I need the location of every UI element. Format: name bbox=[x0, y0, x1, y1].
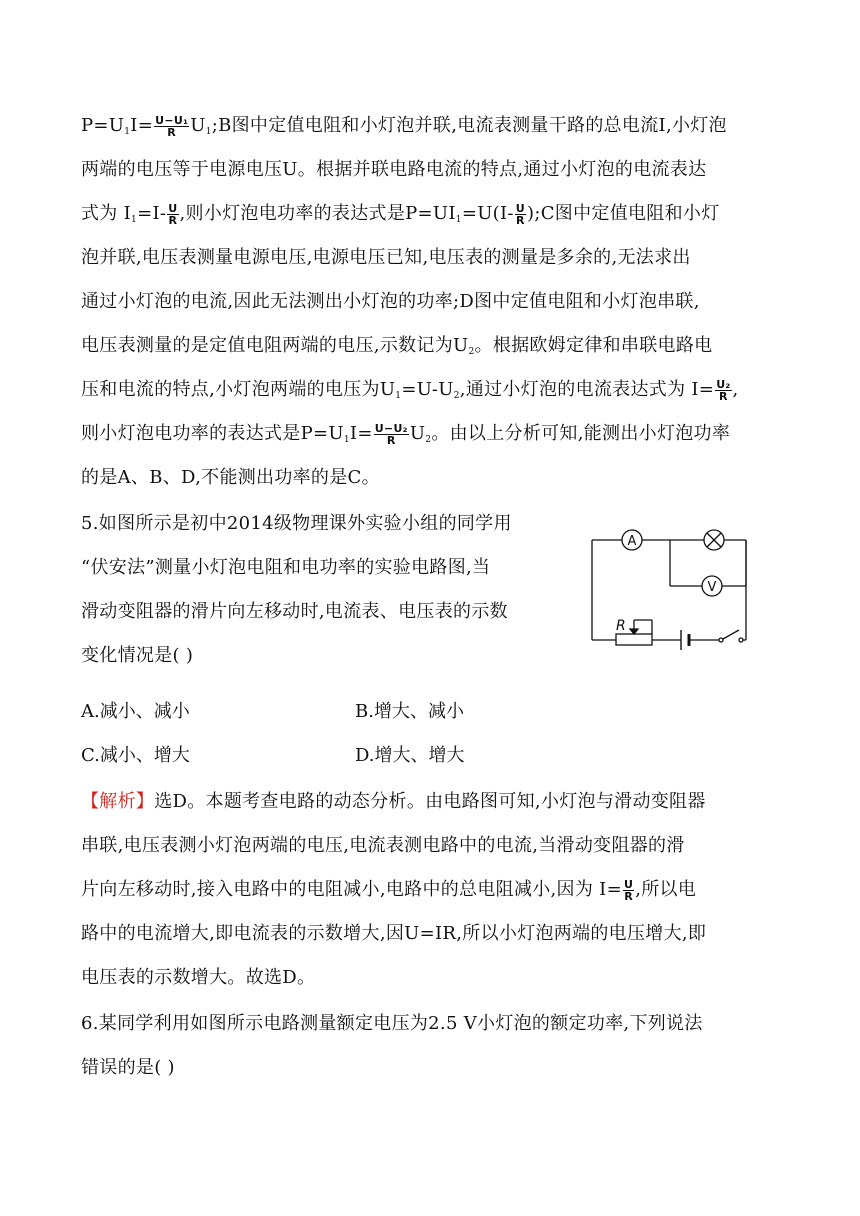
text-line: 泡并联,电压表测量电源电压,电源电压已知,电压表的测量是多余的,无法求出 bbox=[81, 247, 691, 268]
question-5-text: 5.如图所示是初中2014级物理课外实验小组的同学用 bbox=[81, 513, 512, 534]
resistor-label: R bbox=[616, 618, 626, 634]
denominator: R bbox=[386, 433, 396, 447]
text: U bbox=[190, 115, 206, 136]
text: 则小灯泡电功率的表达式是P=U bbox=[81, 423, 344, 444]
option-c[interactable]: C.减小、增大 bbox=[81, 745, 190, 766]
ammeter-label: A bbox=[627, 534, 637, 549]
question-6-text: 错误的是( ) bbox=[81, 1057, 175, 1078]
option-d[interactable]: D.增大、增大 bbox=[355, 745, 465, 766]
denominator: R bbox=[168, 213, 178, 227]
option-b[interactable]: B.增大、减小 bbox=[355, 701, 464, 722]
subscript: 2 bbox=[425, 435, 432, 445]
subscript: 1 bbox=[131, 215, 138, 225]
fraction bbox=[623, 879, 634, 902]
text-line: 通过小灯泡的电流,因此无法测出小灯泡的功率;D图中定值电阻和小灯泡串联, bbox=[81, 291, 700, 312]
text: I= bbox=[349, 423, 373, 444]
text: ,则小灯泡电功率的表达式是P=UI bbox=[179, 203, 456, 224]
subscript: 1 bbox=[205, 127, 212, 137]
text: );C图中定值电阻和小灯 bbox=[527, 203, 720, 224]
analysis-text bbox=[81, 790, 706, 814]
numerator: U bbox=[623, 877, 634, 891]
text: =U(I- bbox=[461, 203, 514, 224]
text-line bbox=[81, 422, 730, 452]
denominator: R bbox=[516, 213, 525, 227]
text: 。根据欧姆定律和串联电路电 bbox=[474, 335, 713, 356]
switch-icon bbox=[719, 630, 743, 642]
subscript: 2 bbox=[468, 347, 475, 357]
text-line bbox=[81, 334, 712, 364]
numerator: U₂ bbox=[716, 377, 731, 391]
text-line: 的是A、B、D,不能测出功率的是C。 bbox=[81, 467, 380, 488]
text: U bbox=[409, 423, 426, 444]
subscript: 1 bbox=[343, 435, 350, 445]
numerator: U bbox=[168, 201, 178, 215]
fraction bbox=[374, 423, 409, 446]
text: 片向左移动时,接入电路中的电阻减小,电路中的总电阻减小,因为 I= bbox=[81, 879, 622, 900]
analysis-tag: 【解析】 bbox=[81, 791, 155, 812]
fraction bbox=[515, 203, 526, 226]
text: =I- bbox=[137, 203, 167, 224]
analysis-text: 路中的电流增大,即电流表的示数增大,因U=IR,所以小灯泡两端的电压增大,即 bbox=[81, 923, 707, 944]
battery-icon bbox=[681, 630, 689, 650]
analysis-text: 电压表的示数增大。故选D。 bbox=[81, 967, 316, 988]
question-6-text: 6.某同学利用如图所示电路测量额定电压为2.5 V小灯泡的额定功率,下列说法 bbox=[81, 1013, 703, 1034]
subscript: 1 bbox=[455, 215, 462, 225]
text: 式为 I bbox=[81, 203, 132, 224]
text: , bbox=[732, 379, 739, 400]
analysis-text bbox=[81, 878, 696, 902]
denominator: R bbox=[167, 125, 177, 139]
voltmeter-label: V bbox=[707, 580, 717, 595]
fraction bbox=[167, 203, 178, 226]
text-line bbox=[81, 378, 739, 408]
analysis-text: 串联,电压表测小灯泡两端的电压,电流表测电路中的电流,当滑动变阻器的滑 bbox=[81, 835, 685, 856]
text: ,通过小灯泡的电流表达式为 I= bbox=[459, 379, 715, 400]
denominator: R bbox=[718, 389, 728, 403]
text: I= bbox=[130, 115, 154, 136]
text: 选D。本题考查电路的动态分析。由电路图可知,小灯泡与滑动变阻器 bbox=[154, 791, 706, 812]
text-line: 两端的电压等于电源电压U。根据并联电路电流的特点,通过小灯泡的电流表达 bbox=[81, 159, 707, 180]
question-5-text: 变化情况是( ) bbox=[81, 645, 194, 666]
text-line bbox=[81, 202, 720, 232]
numerator: U bbox=[515, 201, 526, 215]
subscript: 1 bbox=[395, 391, 402, 401]
text-line bbox=[81, 114, 727, 144]
fraction bbox=[715, 379, 731, 402]
subscript: 2 bbox=[453, 391, 460, 401]
fraction bbox=[154, 115, 189, 138]
question-5-text: 滑动变阻器的滑片向左移动时,电流表、电压表的示数 bbox=[81, 601, 508, 622]
denominator: R bbox=[624, 889, 633, 903]
subscript: 1 bbox=[124, 127, 131, 137]
text: P=U bbox=[81, 115, 125, 136]
lamp-icon bbox=[704, 530, 724, 550]
text: =U-U bbox=[401, 379, 454, 400]
text: 压和电流的特点,小灯泡两端的电压为U bbox=[81, 379, 396, 400]
text: ;B图中定值电阻和小灯泡并联,电流表测量干路的总电流I,小灯泡 bbox=[211, 115, 727, 136]
circuit-diagram bbox=[586, 526, 776, 656]
question-5-text: “伏安法”测量小灯泡电阻和电功率的实验电路图,当 bbox=[81, 557, 491, 578]
option-a[interactable]: A.减小、减小 bbox=[81, 701, 190, 722]
numerator: U−U₂ bbox=[374, 421, 408, 435]
text: ,所以电 bbox=[635, 879, 697, 900]
numerator: U−U₁ bbox=[155, 113, 189, 127]
text: 电压表测量的是定值电阻两端的电压,示数记为U bbox=[81, 335, 469, 356]
text: 。由以上分析可知,能测出小灯泡功率 bbox=[431, 423, 731, 444]
